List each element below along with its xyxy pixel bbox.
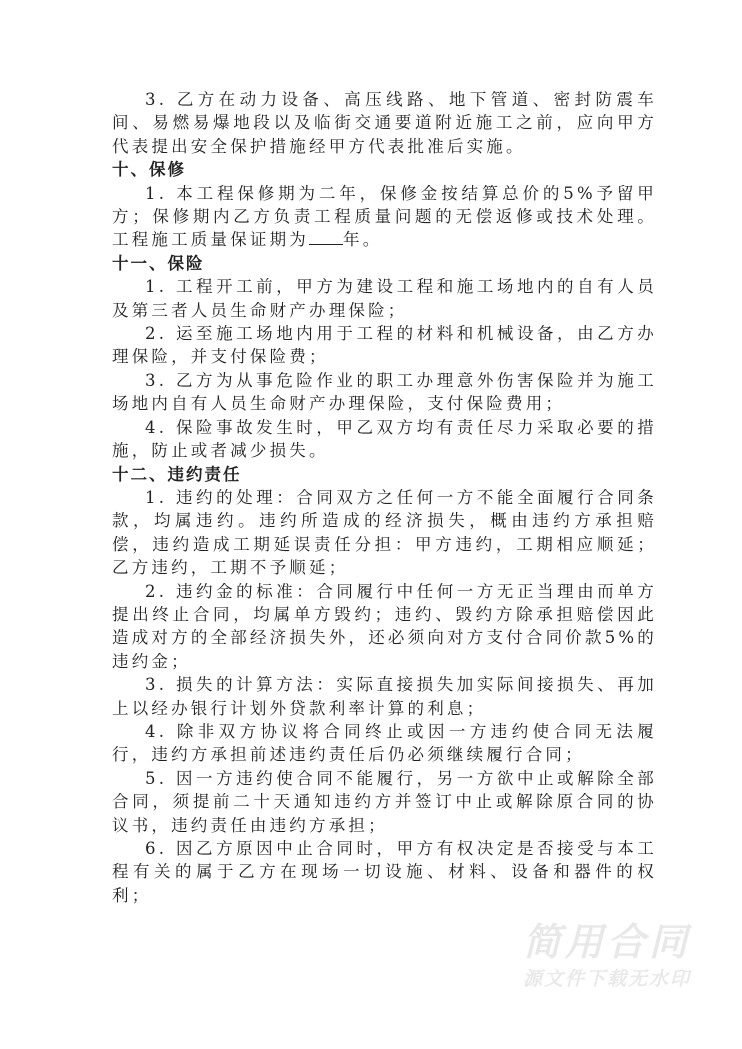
watermark-brand: 简用合同 — [522, 920, 691, 964]
section-heading-warranty: 十、保修 — [112, 160, 186, 180]
clause-12-2: 2. 违约金的标准：合同履行中任何一方无正当理由而单方提出终止合同，均属单方毁约；违约、毁约方除承担赔偿因此造成对方的全部经济损失外，还必须向对方支付合同价款5%的违约金； — [112, 581, 657, 671]
clause-11-2: 2. 运至施工场地内用于工程的材料和机械设备，由乙方办理保险，并支付保险费； — [112, 324, 657, 367]
section-heading-insurance: 十一、保险 — [112, 253, 205, 273]
clause-9-3: 3. 乙方在动力设备、高压线路、地下管道、密封防震车间、易燃易爆地段以及临街交通要道附近施工之前，应向甲方代表提出安全保护措施经甲方代表批准后实施。 — [112, 90, 657, 156]
section-heading-liability: 十二、违约责任 — [112, 464, 242, 484]
watermark-tagline: 源文件下载无水印 — [522, 968, 691, 990]
clause-12-4: 4. 除非双方协议将合同终止或因一方违约使合同无法履行，违约方承担前述违约责任后仍必须继续履行合同； — [112, 721, 657, 765]
watermark — [512, 920, 702, 994]
clause-12-5: 5. 因一方违约使合同不能履行，另一方欲中止或解除全部合同，须提前二十天通知违约方并签订中止或解除原合同的协议书，违约责任由违约方承担； — [112, 768, 657, 835]
clause-12-3: 3. 损失的计算方法：实际直接损失加实际间接损失、再加上以经办银行计划外贷款利率计算的利息； — [112, 675, 657, 718]
clause-11-3: 3. 乙方为从事危险作业的职工办理意外伤害保险并为施工场地内自有人员生命财产办理保险，支付保险费用； — [112, 370, 657, 414]
clause-12-1: 1. 违约的处理：合同双方之任何一方不能全面履行合同条款，均属违约。违约所造成的经济损失，概由违约方承担赔偿，违约造成工期延误责任分担：甲方违约，工期相应顺延；乙方违约，工期不予顺延； — [112, 487, 657, 578]
clause-text: 年。 — [343, 230, 383, 250]
clause-text: 1. 本工程保修期为二年，保修金按结算总价的5%予留甲方；保修期内乙方负责工程质量问题的无偿返修或技术处理。工程施工质量保证期为 — [112, 183, 657, 250]
clause-11-4: 4. 保险事故发生时，甲乙双方均有责任尽力采取必要的措施，防止或者减少损失。 — [112, 417, 657, 461]
clause-10-1 — [112, 182, 657, 252]
document-page — [112, 88, 657, 907]
clause-12-6: 6. 因乙方原因中止合同时，甲方有权决定是否接受与本工程有关的属于乙方在现场一切设施、材料、设备和器件的权利； — [112, 839, 657, 905]
clause-11-1: 1. 工程开工前，甲方为建设工程和施工场地内的自有人员及第三者人员生命财产办理保险； — [112, 277, 657, 320]
fill-in-blank — [309, 230, 343, 245]
